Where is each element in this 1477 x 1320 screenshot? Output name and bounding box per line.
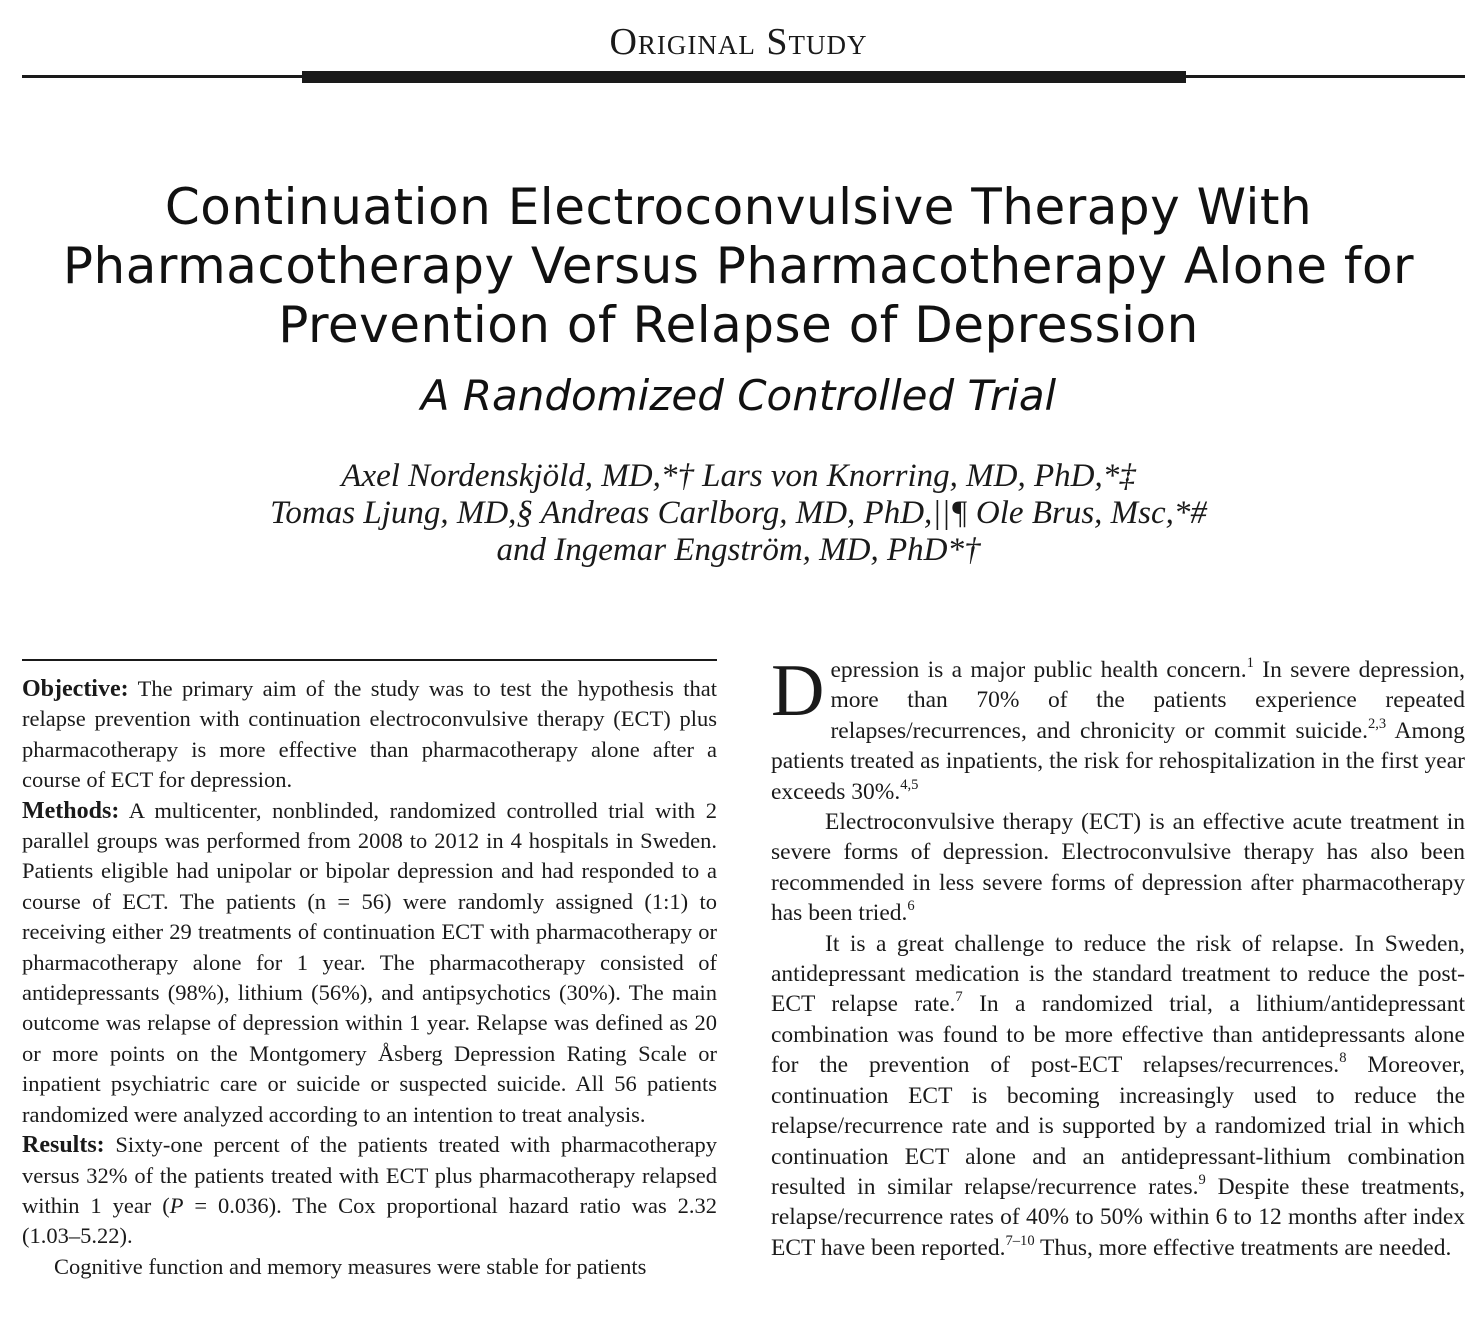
- abstract-cognitive: Cognitive function and memory measures were stable for patients: [54, 1253, 647, 1279]
- citation: 8: [1339, 1050, 1347, 1067]
- citation: 7: [955, 989, 963, 1006]
- header-rule-thick: [302, 71, 1186, 83]
- results-text-2: = 0.036). The Cox proportional hazard ratio was 2.32 (1.03–5.22).: [22, 1192, 717, 1249]
- body-p3-e: Thus, more effective treatments are needed.: [1034, 1234, 1452, 1261]
- article-subtitle: A Randomized Controlled Trial: [420, 371, 1057, 420]
- article-title: [60, 178, 1417, 355]
- body-paragraph-2: [771, 807, 1465, 929]
- abstract: [22, 674, 717, 1282]
- body-p3-d: Despite these treatments, relapse/recurrence rates of 40% to 50% within 6 to 12 months after index ECT have been reported.: [771, 1173, 1466, 1261]
- abstract-objective: [22, 674, 717, 796]
- citation: 4,5: [900, 776, 919, 793]
- citation: 9: [1198, 1171, 1206, 1188]
- objective-label: Objective:: [22, 676, 129, 702]
- body-paragraph-1: [771, 650, 1465, 807]
- title-line-1: Continuation Electroconvulsive Therapy With: [164, 178, 1313, 236]
- citation: 1: [1246, 654, 1254, 671]
- body-p1-b: In severe depression, more than 70% of the patients experience repeated relapses/recurrences, and chronicity or commit suicide.: [830, 657, 1465, 744]
- author-line-2: Tomas Ljung, MD,§ Andreas Carlborg, MD, PhD,||¶ Ole Brus, Msc,*#: [270, 495, 1207, 531]
- results-p-symbol: P: [169, 1192, 184, 1218]
- drop-cap: D: [771, 650, 825, 732]
- section-label: Original Study: [609, 21, 868, 63]
- body-p1-a: epression is a major public health concern.: [830, 657, 1247, 683]
- author-list: [100, 458, 1377, 569]
- title-line-3: Prevention of Relapse of Depression: [278, 296, 1199, 354]
- citation: 6: [907, 898, 915, 915]
- objective-text: The primary aim of the study was to test the hypothesis that relapse prevention with continuation electroconvulsive therapy (ECT) plus pharmacotherapy is more effective than pharmacotherapy alone after a course of ECT for depression.: [22, 676, 717, 793]
- body-p3-b: In a randomized trial, a lithium/antidepressant combination was found to be more effective than antidepressants alone for the prevention of post-ECT relapses/recurrences.: [771, 991, 1465, 1079]
- methods-text: A multicenter, nonblinded, randomized controlled trial with 2 parallel groups was performed from 2008 to 2012 in 4 hospitals in Sweden. Patients eligible had unipolar or bipolar depression and had responded to a course of ECT. The patients (n = 56) were randomly assigned (1:1) to receiving either 29 treatments of continuation ECT with pharmacotherapy or pharmacotherapy alone for 1 year. The pharmacotherapy consisted of antidepressants (98%), lithium (56%), and antipsychotics (30%). The main outcome was relapse of depression within 1 year. Relapse was defined as 20 or more points on the Montgomery Åsberg Depression Rating Scale or inpatient psychiatric care or suicide or suspected suicide. All 56 patients randomized were analyzed according to an intention to treat analysis.: [22, 797, 718, 1127]
- body-p3-c: Moreover, continuation ECT is becoming increasingly used to reduce the relapse/recurrence rate and is supported by a randomized trial in which continuation ECT alone and an antidepressant-lithium combination resulted in similar relapse/recurrence rates.: [771, 1052, 1465, 1200]
- results-text-1: Sixty-one percent of the patients treated with pharmacotherapy versus 32% of the patients treated with ECT plus pharmacotherapy relapsed within 1 year (: [22, 1132, 718, 1218]
- author-line-3: and Ingemar Engström, MD, PhD*†: [496, 532, 981, 568]
- body-text: [771, 650, 1466, 1263]
- citation: 2,3: [1367, 715, 1387, 732]
- body-p1-c: Among patients treated as inpatients, the risk for rehospitalization in the first year exceeds 30%.: [771, 717, 1465, 805]
- abstract-rule: [22, 659, 717, 661]
- methods-label: Methods:: [22, 797, 120, 824]
- author-line-1: Axel Nordenskjöld, MD,*† Lars von Knorring, MD, PhD,*‡: [341, 458, 1136, 494]
- citation: 7–10: [1005, 1232, 1035, 1249]
- abstract-results: [22, 1130, 717, 1252]
- title-line-2: Pharmacotherapy Versus Pharmacotherapy Alone for: [62, 237, 1415, 295]
- results-label: Results:: [22, 1132, 105, 1159]
- abstract-methods: [22, 796, 717, 1130]
- body-p2-a: Electroconvulsive therapy (ECT) is an effective acute treatment in severe forms of depression. Electroconvulsive therapy has also been recommended in less severe forms of depression after pharmacotherapy has been tried.: [771, 809, 1465, 927]
- body-p3-a: It is a great challenge to reduce the risk of relapse. In Sweden, antidepressant medication is the standard treatment to reduce the post-ECT relapse rate.: [771, 930, 1465, 1018]
- body-paragraph-3: [771, 929, 1465, 1263]
